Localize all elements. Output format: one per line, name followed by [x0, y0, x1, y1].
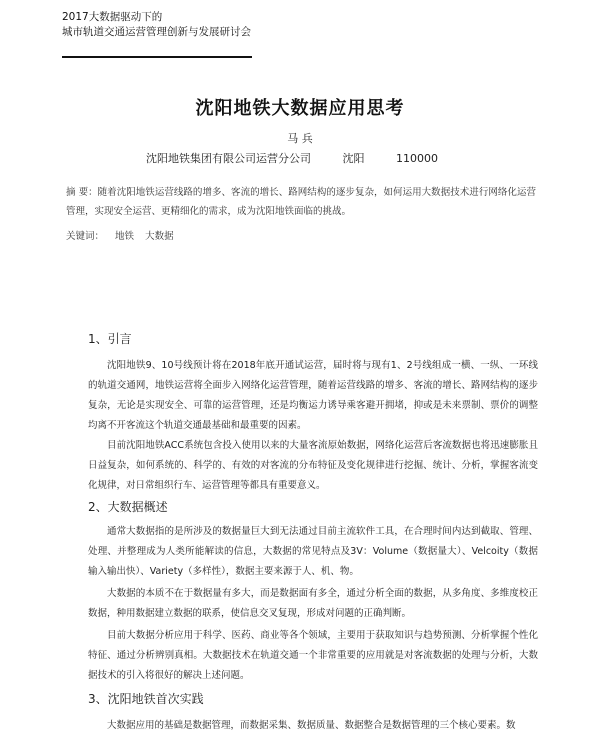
affiliation-postcode: 110000 — [396, 152, 438, 165]
keywords-label: 关键词： — [66, 231, 105, 242]
section-title-intro: 1、引言 — [88, 332, 132, 346]
keywords — [66, 228, 182, 242]
author-name: 马 兵 — [287, 132, 313, 145]
affiliation-org: 沈阳地铁集团有限公司运营分公司 — [146, 152, 311, 165]
paragraph: 通常大数据指的是所涉及的数据量巨大到无法通过目前主流软件工具，在合理时间内达到截取、管理、处理、并整理成为人类所能解读的信息，大数据的常见特点及3V：Volume（数据量大）、Velcoity（数据输入输出快）、Variety（多样性），数据主要来源于人、机、物。 — [88, 526, 538, 577]
paragraph: 大数据的本质不在于数据量有多大，而是数据面有多全，通过分析全面的数据，从多角度、多维度校正数据，种用数据建立数据的联系，使信息交叉复现，形成对问题的正确判断。 — [88, 588, 538, 619]
paragraph: 大数据应用的基础是数据管理，而数据采集、数据质量、数据整合是数据管理的三个核心要素。数 — [107, 720, 516, 731]
keyword-item: 大数据 — [145, 231, 174, 242]
paragraph: 目前沈阳地铁ACC系统包含投入使用以来的大量客流原始数据，网络化运营后客流数据也将迅速膨胀且日益复杂，如何系统的、科学的、有效的对客流的分布特征及变化规律进行挖掘、统计、分析，掌握客流变化规律，对日常组织行车、运营管理等都具有重要意义。 — [88, 440, 538, 491]
abstract — [66, 183, 536, 221]
header-rule — [62, 56, 252, 58]
abstract-label: 摘 要： — [66, 187, 98, 198]
section-title-practice: 3、沈阳地铁首次实践 — [88, 692, 204, 706]
conference-header — [62, 10, 251, 40]
header-line-2: 城市轨道交通运营管理创新与发展研讨会 — [62, 26, 251, 38]
section-title-overview: 2、大数据概述 — [88, 500, 168, 514]
affiliation — [146, 150, 466, 166]
paragraph: 目前大数据分析应用于科学、医药、商业等各个领域，主要用于获取知识与趋势预测、分析掌握个性化特征、通过分析辨别真相。大数据技术在轨道交通一个非常重要的应用就是对客流数据的处理与分析，大数据技术的引入将很好的解决上述问题。 — [88, 630, 538, 681]
paragraph: 沈阳地铁9、10号线预计将在2018年底开通试运营，届时将与现有1、2号线组成一横、一纵、一环线的轨道交通网，地铁运营将全面步入网络化运营管理，随着运营线路的增多、客流的增长、路网结构的逐步复杂，无论是实现安全、可靠的运营管理，还是均衡运力诱导乘客避开拥堵，抑或是未来票制、票价的调整均离不开客流这个轨道交通最基础和最重要的因素。 — [88, 360, 538, 431]
header-line-1: 2017大数据驱动下的 — [62, 11, 163, 23]
affiliation-city: 沈阳 — [342, 152, 365, 165]
paper-title: 沈阳地铁大数据应用思考 — [195, 98, 405, 119]
keyword-item: 地铁 — [115, 231, 135, 242]
abstract-text: 随着沈阳地铁运营线路的增多、客流的增长、路网结构的逐步复杂，如何运用大数据技术进行网络化运营管理，实现安全运营、更精细化的需求，成为沈阳地铁面临的挑战。 — [66, 187, 536, 217]
